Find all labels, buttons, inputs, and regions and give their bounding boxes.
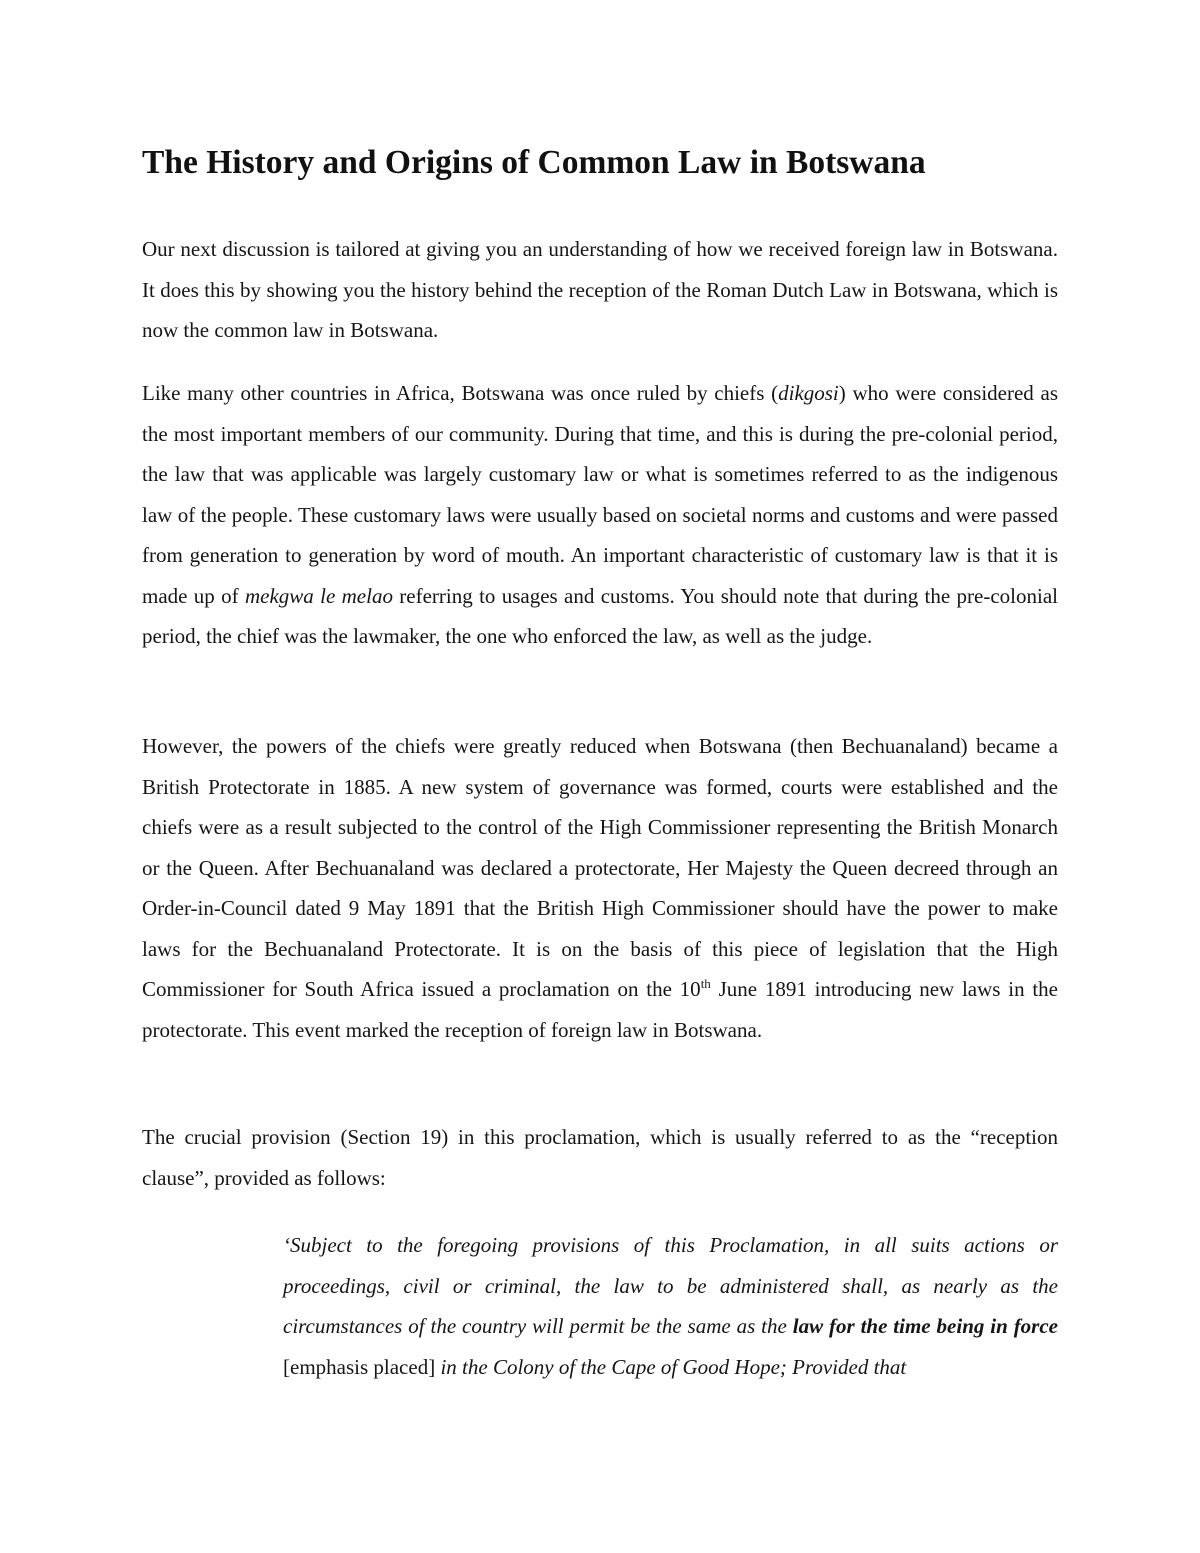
quote-editorial-note: [emphasis placed] [283, 1354, 436, 1379]
block-quote-section-19 [283, 1225, 1058, 1387]
term-dikgosi: dikgosi [778, 381, 839, 405]
quote-text-b: in the Colony of the Cape of Good Hope; Provided that [435, 1354, 907, 1379]
paragraph-protectorate-text-a: However, the powers of the chiefs were greatly reduced when Botswana (then Bechuanaland) became a British Protectorate in 1885. A new system of governance was formed, courts were established and the chiefs were as a result subjected to the control of the High Commissioner representing the British Monarch or the Queen. After Bechuanaland was declared a protectorate, Her Majesty the Queen decreed through an Order-in-Council dated 9 May 1891 that the British High Commissioner should have the power to make laws for the Bechuanaland Protectorate. It is on the basis of this piece of legislation that the High Commissioner for South Africa issued a proclamation on the 10 [142, 734, 1058, 1001]
document-title: The History and Origins of Common Law in Botswana [142, 144, 926, 181]
paragraph-pre-colonial-text-a: Like many other countries in Africa, Botswana was once ruled by chiefs ( [142, 381, 779, 405]
paragraph-pre-colonial [142, 373, 1058, 657]
term-mekgwa-le-melao: mekgwa le melao [244, 583, 393, 608]
paragraph-introduction [142, 229, 1058, 351]
superscript-th: th [700, 976, 711, 991]
paragraph-protectorate-text-b: June 1891 introducing new laws in the protectorate. This event marked the reception of foreign law in Botswana. [142, 977, 1058, 1042]
paragraph-pre-colonial-text-b: ) who were considered as the most important members of our community. During that time, and this is during the pre-colonial period, the law that was applicable was largely customary law or what is sometimes referred to as the indigenous law of the people. These customary laws were usually based on societal norms and customs and were passed from generation to generation by word of mouth. An important characteristic of customary law is that it is made up of [142, 381, 1058, 608]
paragraph-introduction-text: Our next discussion is tailored at giving you an understanding of how we received foreign law in Botswana. It does this by showing you the history behind the reception of the Roman Dutch Law in Botswana, which is now the common law in Botswana. [142, 237, 1058, 342]
quote-text-a: ‘Subject to the foregoing provisions of this Proclamation, in all suits actions or proceedings, civil or criminal, the law to be administered shall, as nearly as the circumstances of the country will permit be the same as the [283, 1233, 1058, 1338]
paragraph-protectorate [142, 726, 1058, 1050]
paragraph-pre-colonial-text-c: referring to usages and customs. You should note that during the pre-colonial period, the chief was the lawmaker, the one who enforced the law, as well as the judge. [142, 583, 1059, 648]
paragraph-reception-clause-text: The crucial provision (Section 19) in this proclamation, which is usually referred to as the “reception clause”, provided as follows: [142, 1125, 1058, 1190]
quote-emphasis: law for the time being in force [792, 1314, 1058, 1338]
paragraph-reception-clause [142, 1117, 1058, 1198]
